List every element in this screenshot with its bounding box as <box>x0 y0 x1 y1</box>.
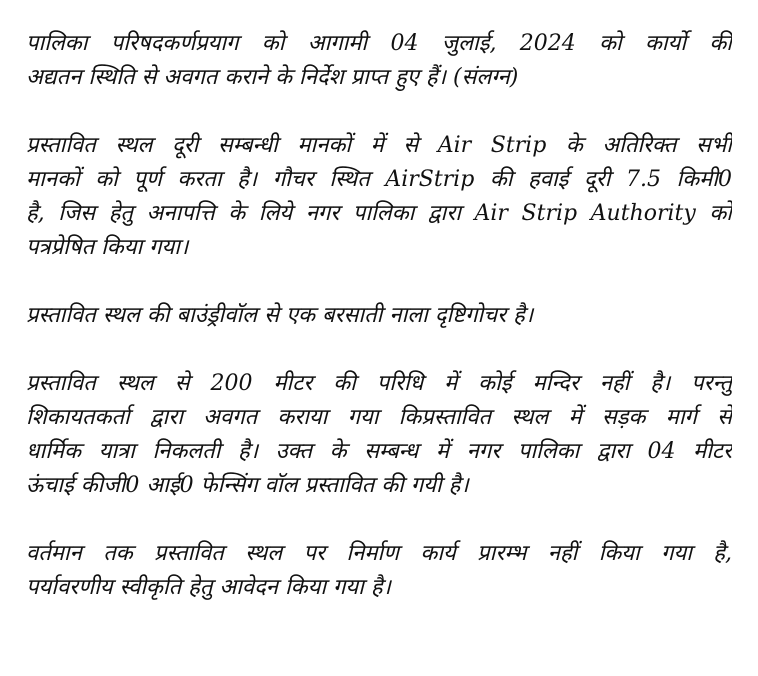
text-line: अद्यतन स्थिति से अवगत कराने के निर्देश प्राप्त हुए हैं। (संलग्न) <box>26 65 519 90</box>
text-line: प्रस्तावित स्थल से 200 मीटर की परिधि में कोई मन्दिर नहीं है। परन्तु <box>26 371 732 396</box>
text-line: मानकों को पूर्ण करता है। गौचर स्थित AirStrip की हवाई दूरी 7.5 किमी0 <box>26 167 732 192</box>
text-line: पर्यावरणीय स्वीकृति हेतु आवेदन किया गया है। <box>26 575 391 600</box>
text-line: ऊंचाई कीजी0 आई0 फेन्सिंग वॉल प्रस्तावित की गयी है। <box>26 473 469 498</box>
paragraph-air-strip <box>26 129 732 265</box>
text-line: पत्रप्रेषित किया गया। <box>26 235 189 260</box>
paragraph-temple <box>26 367 732 503</box>
text-line: वर्तमान तक प्रस्तावित स्थल पर निर्माण कार्य प्रारम्भ नहीं किया गया है, <box>26 541 732 566</box>
text-line: पालिका परिषदकर्णप्रयाग को आगामी 04 जुलाई, 2024 को कार्यो की <box>26 31 732 56</box>
paragraph-drain <box>26 299 732 333</box>
paragraph-construction-status <box>26 537 732 605</box>
document-body <box>26 27 732 605</box>
text-line: शिकायतकर्ता द्वारा अवगत कराया गया किप्रस्तावित स्थल में सड़क मार्ग से <box>26 405 732 430</box>
text-line: प्रस्तावित स्थल की बाउंड्रीवॉल से एक बरसाती नाला दृष्टिगोचर है। <box>26 303 534 328</box>
text-line: प्रस्तावित स्थल दूरी सम्बन्धी मानकों में से Air Strip के अतिरिक्त सभी <box>26 133 732 158</box>
text-line: है, जिस हेतु अनापत्ति के लिये नगर पालिका द्वारा Air Strip Authority को <box>26 201 732 226</box>
paragraph-meeting-notice <box>26 27 732 95</box>
text-line: धार्मिक यात्रा निकलती है। उक्त के सम्बन्ध में नगर पालिका द्वारा 04 मीटर <box>26 439 732 464</box>
